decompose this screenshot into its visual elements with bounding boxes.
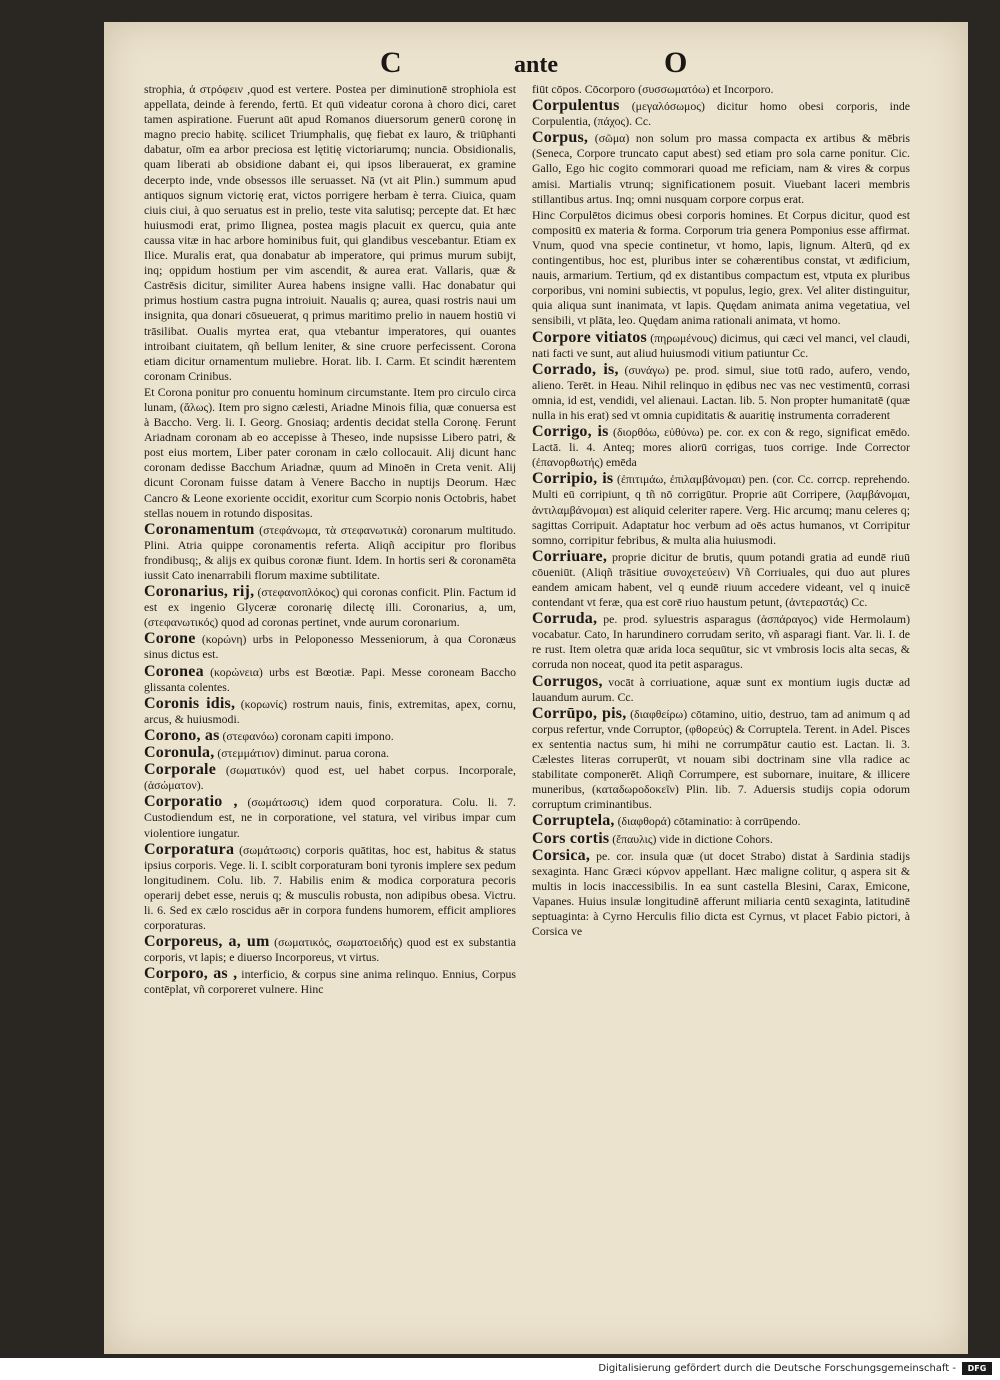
entry-text: pe. prod. syluestris asparagus (ἀσπάραγος) vide Hermolaum) vocabatur. Cato, In harundinero corrudam serito, vñ asparagi fiant. Var. li. I. de re rust. Item oletra quæ arida loca sequūtur, sic vt vmbrosis locis alta secas, & corruda non noceat, quod ita petit asparagus.	[532, 612, 910, 672]
dictionary-entry	[144, 934, 516, 965]
entry-headword: Corpus,	[532, 129, 589, 147]
entry-text: (κορώνεια) urbs est Bœotiæ. Papi. Messe coroneam Baccho glissanta colentes.	[144, 664, 516, 694]
dictionary-entry	[144, 631, 516, 662]
footer-bar	[0, 1358, 1000, 1380]
entry-text: fiūt cōpos. Cōcorporo (συσσωματόω) et Incorporo.	[532, 82, 774, 96]
entry-headword: Coronula,	[144, 744, 215, 762]
entry-headword: Coronea	[144, 662, 204, 680]
entry-text: proprie dicitur de brutis, quum potandi gratia ad eundē riuū cōueniūt. (Aliqñ trāsitiue συνοχετεύειν) Vñ Corriuales, qui duo aut plures eandem amicam habent, vel q eundē riuum accedere videant, vel q inuicē contendant vt feræ, qua est corē riuo haustum petunt, (ἀντεραστάς) Cc.	[532, 549, 910, 610]
dictionary-entry	[532, 611, 910, 672]
header-right-letter: O	[664, 46, 688, 79]
dfg-logo: DFG	[962, 1362, 992, 1375]
dictionary-entry	[144, 966, 516, 997]
dictionary-entry	[532, 848, 910, 940]
entry-text: (στεμμάτιον) diminut. parua corona.	[217, 746, 390, 761]
entry-text: (σωμάτωσις) idem quod corporatura. Colu. li. 7. Custodiendum est, ne in corporatione, vel statura, vel viribus impar cum violentiore iungatur.	[144, 795, 516, 840]
dictionary-entry	[532, 813, 910, 829]
entry-text: (ἐπιτιμάω, ἐπιλαμβάνομαι) pen. (cor. Cc. corrcp. reprehendo. Multi eū corripiunt, q tñ nō corrigūtur. Proprie aūt Corripere, (λαμβάνομαι, ἀντιλαμβάνομαι) est aliquid celeriter rapere. Verg. Hic arcumq; manu celeres q; sagittas Corripuit. Adaptatur hoc verbum ad oēs actus humanos, vt Corripitur somno, corripitur febribus, & multa alia huiusmodi.	[532, 472, 910, 547]
entry-text: (διορθόω, εὐθύνω) pe. cor. ex con & rego, significat emēdo. Lactā. li. 4. Anteq; mores aliorū corrigas, tuos corrige. Inde Corrector (ἐπανορθωτής) emēda	[532, 425, 910, 470]
entry-headword: Corrigo, is	[532, 423, 609, 441]
header-middle-word: ante	[514, 52, 558, 78]
entry-text: (πηρωμένους) dicimus, qui cæci vel manci, vel claudi, nati facti ve sunt, aut aliud huiusmodi vitium patiuntur Cc.	[532, 330, 910, 360]
entry-text: (συνάγω) pe. prod. simul, siue totū rado, aufero, vendo, alieno. Terēt. in Heau. Nihil relinquo in ędibus nec vas nec vestimentū, corrasi omnia, id est, vendidi, vel alienaui. Lactan. lib. 5. Non propter humanitatē (quæ nulla in his erat) sed vt omnia cupiditatis & auaritię instrumenta corraderent	[532, 362, 910, 422]
entry-headword: Corsica,	[532, 846, 591, 864]
entry-headword: Corruda,	[532, 610, 598, 628]
dictionary-entry	[532, 130, 910, 206]
dictionary-entry	[532, 471, 910, 547]
dictionary-entry	[532, 98, 910, 129]
left-column	[144, 82, 516, 1282]
entry-text: interficio, & corpus sine anima relinquo. Ennius, Corpus contēplat, vñ corporeret vulnere. Hinc	[144, 967, 516, 997]
entry-text: (στεφανόω) coronam capiti impono.	[222, 728, 394, 743]
entry-text: Hinc Corpulētos dicimus obesi corporis homines. Et Corpus dicitur, quod est compositū ex materia & forma. Corporum tria genera Pomponius esse affirmat. Vnum, quod vna specie continetur, vt homo, lapis, lignum. Alterū, qd ex contingentibus, hoc est, pluribus inter se cohærentibus constat, vt ædificium, nauis, armarium. Tertium, qd ex distantibus compactum est, vtputa ex pluribus corporibus, vni nomini subiectis, vt populus, legio, grex. Vel aliter distinguitur, quia aliqua sunt inanimata, vt lapis. Quędam animata anima vegetatiua, vel sensibili, vt plāta, leo. Quędam anima rationali animata, vt homo.	[532, 207, 910, 328]
entry-headword: Corrugos,	[532, 672, 603, 690]
entry-headword: Coronamentum	[144, 520, 255, 538]
entry-text: (διαφθορά) cōtaminatio: à corrūpendo.	[617, 814, 801, 829]
book-page	[104, 22, 968, 1354]
entry-headword: Corporatio ,	[144, 793, 238, 811]
dictionary-entry	[144, 664, 516, 695]
entry-headword: Corono, as	[144, 726, 220, 744]
dictionary-entry	[532, 706, 910, 813]
dictionary-entry	[532, 549, 910, 610]
entry-headword: Corrūpo, pis,	[532, 704, 627, 722]
entry-text: (διαφθείρω) cōtamino, uitio, destruo, tam ad animum q ad corpus refertur, vnde Corruptor, (φθορεύς) & Corruptela. Terent. in Adel. Pisces ex sententia nactus sum, hi mihi ne corrumpātur cautio est. Lactan. li. 3. Cælestes literas corruperūt, vt nouam sibi doctrinam sine vlla radice ac stabilitate componerēt. Aliqñ Corrumpere, est subornare, inuitare, & illicere muneribus, (καταδωροδοκεῖν) Plin. lib. 7. Aduersis studijs copia odorum corruptum criminantibus.	[532, 706, 910, 812]
dictionary-entry	[144, 794, 516, 840]
entry-headword: Corpore vitiatos	[532, 328, 647, 346]
entry-text: (σωμάτωσις) corporis quātitas, hoc est, habitus & status ipsius corporis. Vege. li. I. sciblt corporaturam boni tyronis implere sex pedum longitudinem. Colu. lib. 7. Habilis enim & modica corporatura pecoris operarij debet esse, neruis q; & musculis robusta, non adipibus obesa. Victru. li. 6. Sed ex cælo roscidus aēr in corpora fundens humorem, efficit ampliores corporaturas.	[144, 842, 516, 933]
entry-headword: Corripio, is	[532, 470, 614, 488]
entry-headword: Coronis idis,	[144, 694, 236, 712]
dictionary-entry	[144, 522, 516, 583]
dictionary-entry	[144, 762, 516, 793]
entry-text: (κορώνη) urbs in Peloponesso Messeniorum, à qua Coronæus sinus dictus est.	[144, 632, 516, 662]
header-left-letter: C	[380, 46, 402, 79]
dictionary-entry	[532, 362, 910, 423]
entry-headword: Coronarius, rij,	[144, 583, 255, 601]
entry-headword: Corporale	[144, 761, 217, 779]
dictionary-entry	[144, 842, 516, 934]
entry-text: Et Corona ponitur pro conuentu hominum circumstante. Item pro circulo circa lunam, (ἅλως). Item pro signo cælesti, Ariadne Minois filia, quæ conuersa est à Baccho. Verg. li. I. Georg. Gnosiaq; ardentis decidat stella Coronę. Ferunt Ariadnam coronam ab eo accepisse à Theseo, inde nupsisse Libero patri, & post eius mortem, Liber pater coronam in cælo collocauit. Alij dicunt hanc coronam dedisse Bacchum Ariadnæ, quum ad Minoēn in Creta venit. Alij dicunt Coronam fuisse datam à Venere Baccho in nuptijs Deorum. Hæc Cancro & Leone exoriente occidit, exoritur cum Scorpio nonis Octobris, habet stellas nouem in rotundo dispositas.	[144, 384, 516, 520]
entry-headword: Corporatura	[144, 840, 235, 858]
entry-text: (σωματικός, σωματοειδής) quod est ex substantia corporis, vt lapis; e diuerso Incorporeus, vt virtus.	[144, 935, 516, 965]
dictionary-entry	[532, 424, 910, 470]
dictionary-entry	[144, 745, 516, 761]
entry-headword: Corporeus, a, um	[144, 933, 270, 951]
entry-headword: Corone	[144, 630, 196, 648]
dictionary-entry	[532, 208, 910, 329]
entry-headword: Corrado, is,	[532, 360, 619, 378]
entry-text: (στεφανοπλόκος) qui coronas conficit. Plin. Factum id est ex ingenio Glyceræ coronarię dilectę illi. Coronarius, a, um, (στεφανωτικός) quod ad coronas pertinet, vnde aurum coronarium.	[144, 585, 516, 630]
dictionary-entry	[144, 728, 516, 744]
entry-text: (μεγαλόσωμος) dicitur homo obesi corporis, inde Corpulentia, (πάχος). Cc.	[532, 99, 910, 129]
dictionary-entry	[532, 82, 910, 97]
dictionary-entry	[532, 330, 910, 361]
entry-text: (κορωνίς) rostrum nauis, finis, extremitas, apex, cornu, arcus, & huiusmodi.	[144, 696, 516, 726]
entry-headword: Corruptela,	[532, 812, 615, 830]
entry-text: pe. cor. insula quæ (ut docet Strabo) distat à Sardinia stadijs sexaginta. Hanc Græci κύρνον appellant. Hæc maligne colitur, q aspera sit & multis in locis inaccessibilis. In ea sunt castella Blesini, Carax, Emicone, Vapanes. Huius insulæ longitudinē afferunt miliaria centū sexaginta, latitudinē septuaginta: à Cyrno Herculis filio dicta est Cyrnus, vt placet Fabio pictori, à Corsica ve	[532, 848, 910, 939]
dictionary-entry	[144, 584, 516, 630]
entry-text: (ἔπαυλις) vide in dictione Cohors.	[612, 831, 773, 846]
entry-headword: Corriuare,	[532, 547, 608, 565]
entry-headword: Cors cortis	[532, 829, 610, 847]
footer-credit: Digitalisierung gefördert durch die Deutsche Forschungsgemeinschaft -	[598, 1363, 956, 1374]
entry-text: (στεφάνωμα, τὰ στεφανωτικὰ) coronarum multitudo. Plini. Atria quippe coronamentis referta. Aliqñ accipitur pro floribus frondibusq;, & alijs ex quibus coronæ fiunt. Idem. In hortis seri & coronamēta iussit Cato inenarrabili florum maxime subtilitate.	[144, 522, 516, 582]
right-column	[532, 82, 910, 1282]
entry-headword: Corporo, as ,	[144, 965, 238, 983]
dictionary-entry	[532, 674, 910, 705]
entry-text: vocāt à corriuatione, aquæ sunt ex montium iugis ductæ ad lauandum aurum. Cc.	[532, 674, 910, 704]
running-header	[104, 46, 968, 86]
entry-text: (σωματικόν) quod est, uel habet corpus. Incorporale, (ἀσώματον).	[144, 763, 516, 793]
dictionary-entry	[144, 696, 516, 727]
entry-text: (σῶμα) non solum pro massa compacta ex artibus & mēbris (Seneca, Corpore truncato caput abest) sed etiam pro sola carne ponitur. Cic. Gallo, Ego hic cogito commorari quoad me reficiam, nam & vires & corpus amisi. Martialis vtrunq; significationem posuit. Viuebant laceri membris stillantibus artus. Inq; omni nusquam corpore corpus erat.	[532, 131, 910, 206]
dictionary-entry	[144, 385, 516, 521]
entry-text: strophia, ἀ στρόφειν ,quod est vertere. Postea per diminutionē strophiola est appellata, deinde à ferendo, fertū. Et quū videatur corona à choro dici, caret tamen aspiratione. Fuerunt aūt apud Romanos diuersorum generū coronę in magno precio habitę. scilicet Triumphalis, quę fiebat ex lauro, & triūphanti dabatur, oīm ea arbor preciosa est lętitię victoriarumq; nuncia. Obsidionalis, quam liberati ab obsidione dabant ei, qui ipsos liberauerat, ex gramine decerpto inde, vnde obsessos ille seruasset. Nā (vt ait Plin.) summum apud antiquos signum victorię erat, victos porrigere herbam è terra. Ciuica, quam ciuis ciui, à quo seruatus est in prelio, teste vita salutisq; percepte dat. Et hæc huiusmodi erat, primo Ilignea, postea magis placuit ex quercu, quia ante caussa vitæ in hac arbore hominibus fuit, qui glandibus vescebantur. Etiam ex Ilice. Muralis erat, qua donabatur ab imperatore, qui primus murum subijt, inq; oppidum hostium per vim ascendit, & aurea erat. Vallaris, quæ & Castrēsis dicitur, similiter Aurea habens insigne valli. Hac donabatur qui primus hostium castra pugna introiuit. Naualis q; aurea, quasi rostris naui um insignita, qua donari cōsueuerat, q primus maritimo prelio in nauem hostiū vi trāsilibat. Oualis myrtea erat, qua vtebantur imperatores, qui ouantes introibant ciuitatem, qñ bellum leniter, & sine cruore perfecissent. Corona etiam dicitur ornamentum muliebre. Horat. lib. I. Carm. Et scindit hærentem coronam Crinibus.	[144, 82, 516, 383]
entry-headword: Corpulentus	[532, 97, 620, 115]
dictionary-entry	[144, 82, 516, 384]
dictionary-entry	[532, 831, 910, 847]
